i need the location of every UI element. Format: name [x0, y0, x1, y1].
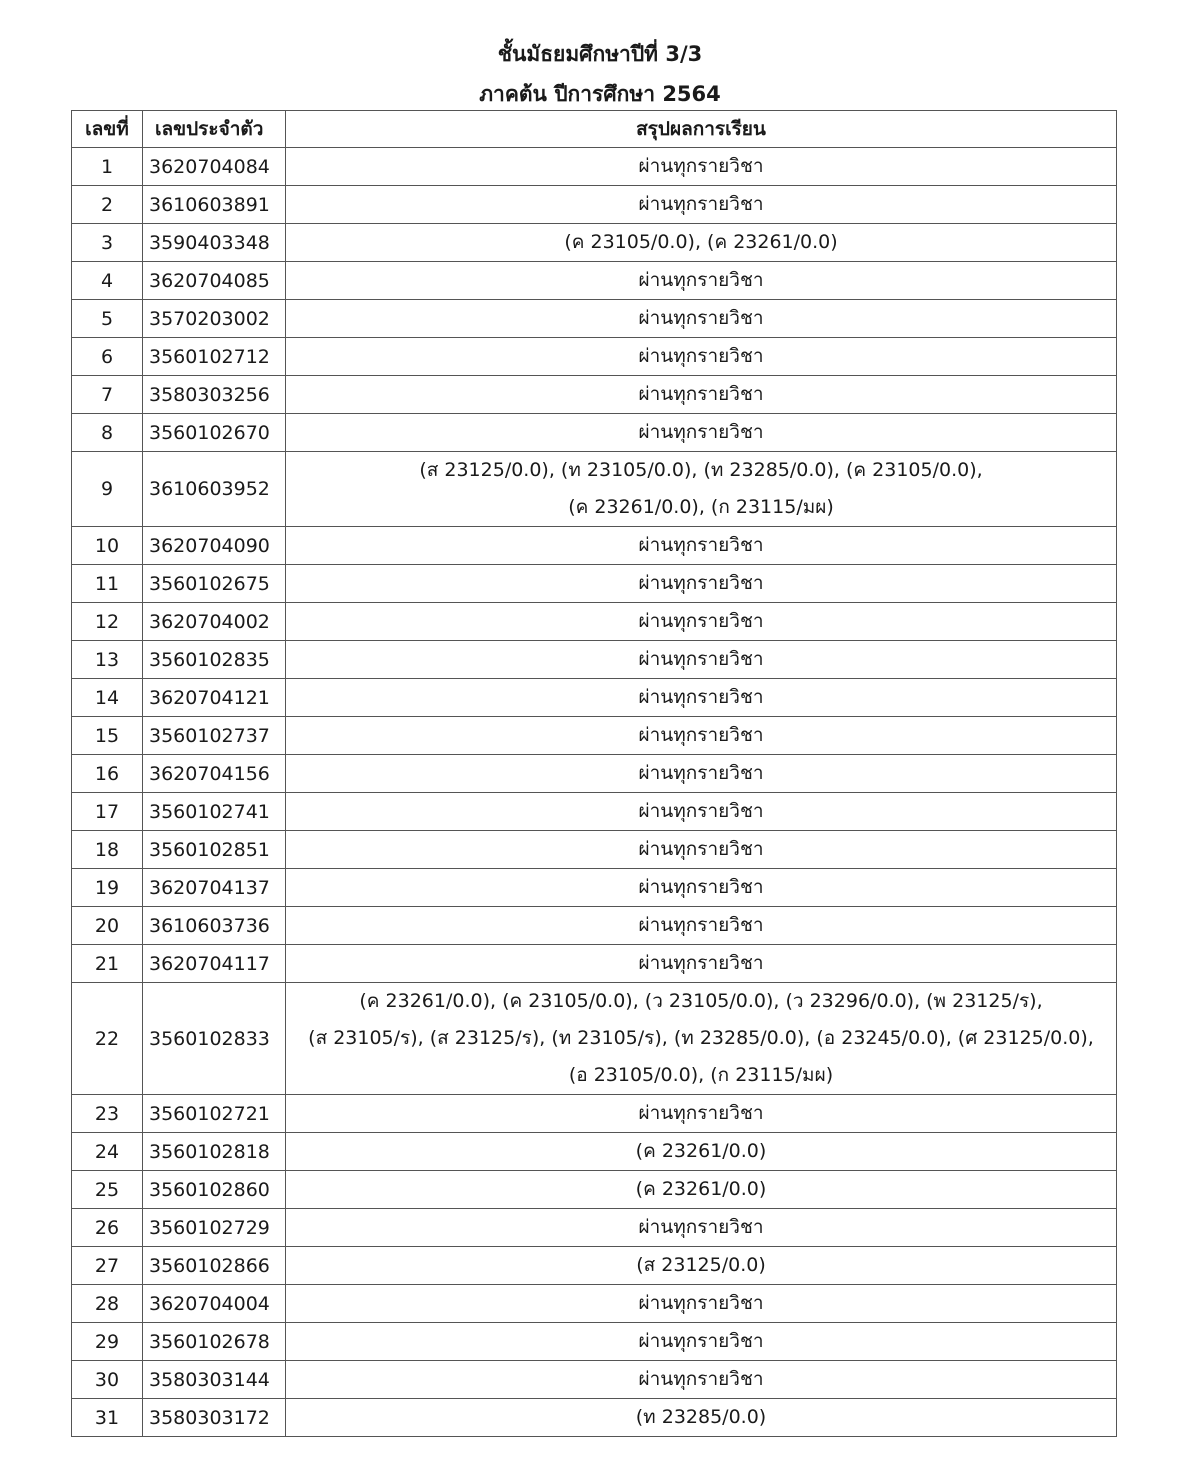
result-summary-line: (ส 23125/0.0), (ท 23105/0.0), (ท 23285/0.0), (ค 23105/0.0),: [419, 459, 983, 481]
table-row: [72, 376, 1117, 414]
table-header-row: [72, 111, 1117, 148]
table-row: [72, 527, 1117, 565]
column-header-student-id: เลขประจำตัว: [143, 111, 286, 148]
result-summary: [286, 1171, 1117, 1209]
student-id: 3560102675: [143, 565, 286, 603]
result-summary-line: ผ่านทุกรายวิชา: [638, 686, 764, 708]
student-id: 3560102721: [143, 1095, 286, 1133]
table-row: [72, 1133, 1117, 1171]
result-summary-line: ผ่านทุกรายวิชา: [638, 307, 764, 329]
result-summary-line: ผ่านทุกรายวิชา: [638, 724, 764, 746]
result-summary: [286, 755, 1117, 793]
table-row: [72, 1323, 1117, 1361]
result-summary: [286, 224, 1117, 262]
result-summary-line: ผ่านทุกรายวิชา: [638, 914, 764, 936]
result-summary: [286, 148, 1117, 186]
row-number: 30: [72, 1361, 143, 1399]
result-summary: [286, 565, 1117, 603]
row-number: 31: [72, 1399, 143, 1437]
table-row: [72, 983, 1117, 1095]
result-summary: [286, 300, 1117, 338]
table-row: [72, 603, 1117, 641]
result-summary: [286, 1323, 1117, 1361]
result-summary-line: ผ่านทุกรายวิชา: [638, 762, 764, 784]
result-summary-line: (ส 23125/0.0): [636, 1254, 766, 1276]
student-id: 3620704156: [143, 755, 286, 793]
result-summary-line: ผ่านทุกรายวิชา: [638, 838, 764, 860]
row-number: 5: [72, 300, 143, 338]
result-summary: [286, 338, 1117, 376]
row-number: 2: [72, 186, 143, 224]
row-number: 1: [72, 148, 143, 186]
student-id: 3560102737: [143, 717, 286, 755]
row-number: 17: [72, 793, 143, 831]
table-row: [72, 1361, 1117, 1399]
row-number: 15: [72, 717, 143, 755]
result-summary: [286, 679, 1117, 717]
student-id: 3570203002: [143, 300, 286, 338]
row-number: 24: [72, 1133, 143, 1171]
student-id: 3620704121: [143, 679, 286, 717]
student-id: 3580303256: [143, 376, 286, 414]
result-summary-line: ผ่านทุกรายวิชา: [638, 876, 764, 898]
table-row: [72, 1247, 1117, 1285]
result-summary: [286, 717, 1117, 755]
student-id: 3580303172: [143, 1399, 286, 1437]
result-summary-line: ผ่านทุกรายวิชา: [638, 648, 764, 670]
student-id: 3620704004: [143, 1285, 286, 1323]
student-id: 3560102712: [143, 338, 286, 376]
table-row: [72, 679, 1117, 717]
row-number: 14: [72, 679, 143, 717]
result-summary-line: ผ่านทุกรายวิชา: [638, 534, 764, 556]
result-summary: [286, 945, 1117, 983]
table-row: [72, 831, 1117, 869]
result-summary: [286, 527, 1117, 565]
results-table-body: [72, 148, 1117, 1437]
result-summary-line: ผ่านทุกรายวิชา: [638, 1216, 764, 1238]
result-summary: [286, 1361, 1117, 1399]
row-number: 23: [72, 1095, 143, 1133]
row-number: 4: [72, 262, 143, 300]
result-summary-line: (ค 23261/0.0): [635, 1140, 767, 1162]
result-summary-line: (ค 23105/0.0), (ค 23261/0.0): [564, 231, 838, 253]
result-summary: [286, 186, 1117, 224]
row-number: 25: [72, 1171, 143, 1209]
result-summary: [286, 414, 1117, 452]
table-row: [72, 224, 1117, 262]
student-id: 3620704085: [143, 262, 286, 300]
student-id: 3560102818: [143, 1133, 286, 1171]
student-id: 3620704002: [143, 603, 286, 641]
result-summary-line: ผ่านทุกรายวิชา: [638, 610, 764, 632]
table-row: [72, 717, 1117, 755]
result-summary: [286, 831, 1117, 869]
student-id: 3560102851: [143, 831, 286, 869]
result-summary-line: ผ่านทุกรายวิชา: [638, 1292, 764, 1314]
column-header-summary: สรุปผลการเรียน: [286, 111, 1117, 148]
student-id: 3560102833: [143, 983, 286, 1095]
table-row: [72, 907, 1117, 945]
result-summary: [286, 869, 1117, 907]
student-id: 3590403348: [143, 224, 286, 262]
student-id: 3560102678: [143, 1323, 286, 1361]
result-summary-line: (อ 23105/0.0), (ก 23115/มผ): [568, 1064, 834, 1086]
student-id: 3560102866: [143, 1247, 286, 1285]
table-row: [72, 186, 1117, 224]
table-row: [72, 565, 1117, 603]
result-summary-line: ผ่านทุกรายวิชา: [638, 383, 764, 405]
table-row: [72, 641, 1117, 679]
row-number: 13: [72, 641, 143, 679]
student-id: 3560102860: [143, 1171, 286, 1209]
student-id: 3610603736: [143, 907, 286, 945]
result-summary-line: (ส 23105/ร), (ส 23125/ร), (ท 23105/ร), (ท 23285/0.0), (อ 23245/0.0), (ศ 23125/0.0),: [308, 1027, 1094, 1049]
student-id: 3620704090: [143, 527, 286, 565]
row-number: 26: [72, 1209, 143, 1247]
row-number: 18: [72, 831, 143, 869]
table-row: [72, 452, 1117, 527]
table-row: [72, 300, 1117, 338]
student-id: 3620704117: [143, 945, 286, 983]
row-number: 9: [72, 452, 143, 527]
results-table: [71, 110, 1117, 1437]
row-number: 28: [72, 1285, 143, 1323]
result-summary: [286, 603, 1117, 641]
result-summary-line: ผ่านทุกรายวิชา: [638, 269, 764, 291]
table-row: [72, 793, 1117, 831]
result-summary-line: ผ่านทุกรายวิชา: [638, 572, 764, 594]
table-row: [72, 755, 1117, 793]
result-summary: [286, 376, 1117, 414]
student-id: 3560102741: [143, 793, 286, 831]
row-number: 6: [72, 338, 143, 376]
result-summary-line: ผ่านทุกรายวิชา: [638, 421, 764, 443]
table-row: [72, 148, 1117, 186]
row-number: 29: [72, 1323, 143, 1361]
result-summary-line: (ค 23261/0.0), (ค 23105/0.0), (ว 23105/0.0), (ว 23296/0.0), (พ 23125/ร),: [359, 990, 1043, 1012]
student-id: 3560102670: [143, 414, 286, 452]
page-title: ชั้นมัธยมศึกษาปีที่ 3/3: [497, 42, 703, 66]
table-row: [72, 1209, 1117, 1247]
result-summary-line: ผ่านทุกรายวิชา: [638, 800, 764, 822]
result-summary: [286, 983, 1117, 1095]
table-row: [72, 1399, 1117, 1437]
table-row: [72, 414, 1117, 452]
row-number: 16: [72, 755, 143, 793]
result-summary: [286, 641, 1117, 679]
row-number: 21: [72, 945, 143, 983]
row-number: 10: [72, 527, 143, 565]
result-summary: [286, 1209, 1117, 1247]
result-summary: [286, 1095, 1117, 1133]
result-summary-line: ผ่านทุกรายวิชา: [638, 345, 764, 367]
student-id: 3610603952: [143, 452, 286, 527]
result-summary: [286, 1133, 1117, 1171]
row-number: 7: [72, 376, 143, 414]
result-summary-line: ผ่านทุกรายวิชา: [638, 1330, 764, 1352]
student-id: 3620704084: [143, 148, 286, 186]
result-summary-line: (ท 23285/0.0): [635, 1406, 767, 1428]
column-header-number: เลขที่: [72, 111, 143, 148]
table-row: [72, 262, 1117, 300]
row-number: 8: [72, 414, 143, 452]
result-summary: [286, 1285, 1117, 1323]
result-summary-line: (ค 23261/0.0), (ก 23115/มผ): [568, 496, 834, 518]
table-row: [72, 1285, 1117, 1323]
result-summary: [286, 452, 1117, 527]
table-row: [72, 869, 1117, 907]
row-number: 19: [72, 869, 143, 907]
result-summary-line: ผ่านทุกรายวิชา: [638, 1102, 764, 1124]
table-row: [72, 945, 1117, 983]
row-number: 12: [72, 603, 143, 641]
table-row: [72, 1171, 1117, 1209]
student-id: 3580303144: [143, 1361, 286, 1399]
result-summary: [286, 1399, 1117, 1437]
row-number: 27: [72, 1247, 143, 1285]
result-summary-line: ผ่านทุกรายวิชา: [638, 1368, 764, 1390]
result-summary: [286, 793, 1117, 831]
result-summary-line: ผ่านทุกรายวิชา: [638, 155, 764, 177]
result-summary-line: ผ่านทุกรายวิชา: [638, 193, 764, 215]
row-number: 20: [72, 907, 143, 945]
page-subtitle: ภาคต้น ปีการศึกษา 2564: [479, 82, 721, 106]
result-summary-line: (ค 23261/0.0): [635, 1178, 767, 1200]
result-summary: [286, 262, 1117, 300]
result-summary: [286, 1247, 1117, 1285]
result-summary-line: ผ่านทุกรายวิชา: [638, 952, 764, 974]
student-id: 3560102729: [143, 1209, 286, 1247]
row-number: 3: [72, 224, 143, 262]
table-row: [72, 1095, 1117, 1133]
table-row: [72, 338, 1117, 376]
student-id: 3620704137: [143, 869, 286, 907]
row-number: 22: [72, 983, 143, 1095]
result-summary: [286, 907, 1117, 945]
student-id: 3610603891: [143, 186, 286, 224]
student-id: 3560102835: [143, 641, 286, 679]
row-number: 11: [72, 565, 143, 603]
